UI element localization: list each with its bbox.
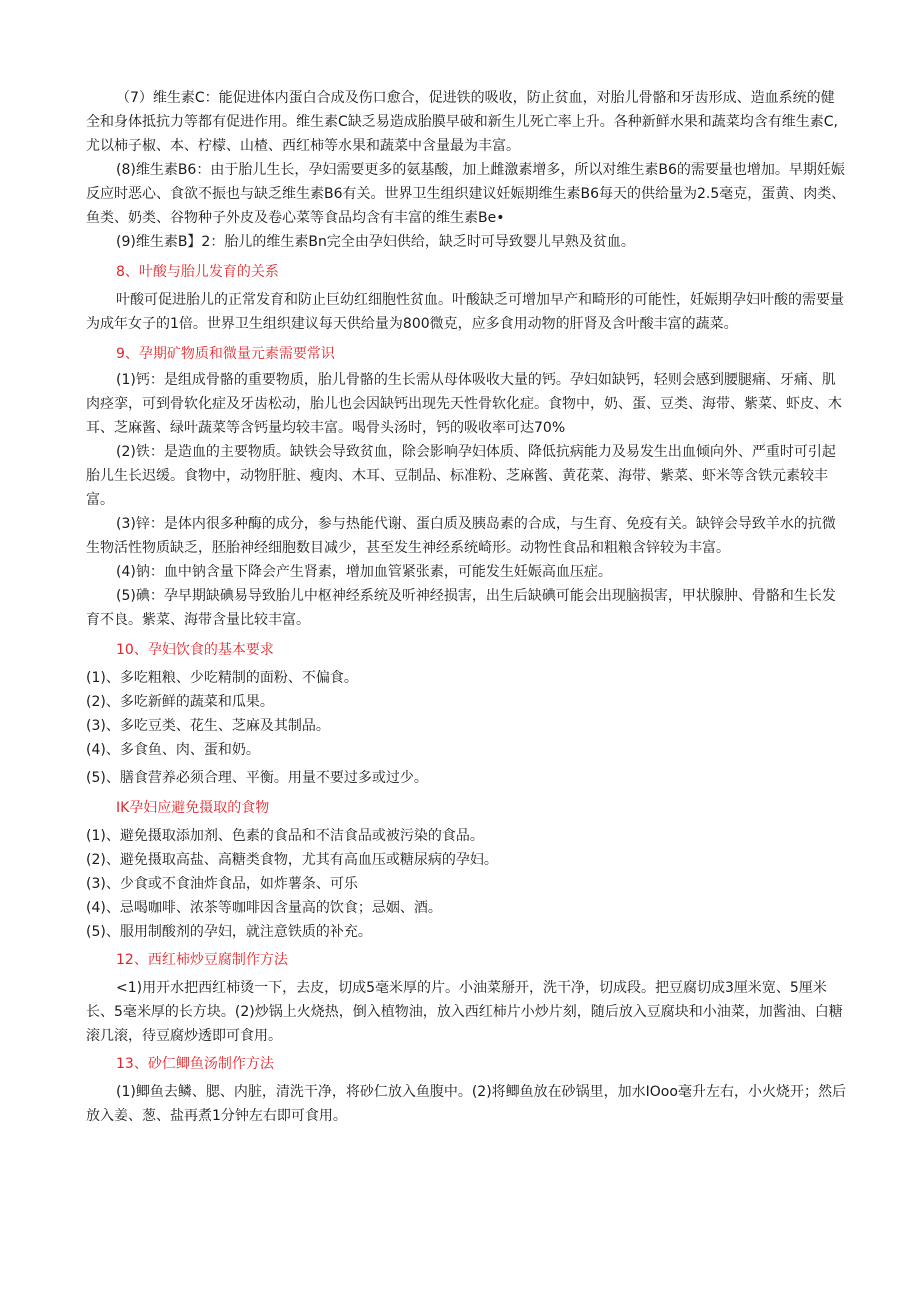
avoid-food-item: (5)、服用制酸剂的孕妇，就注意铁质的补充。 bbox=[86, 924, 372, 940]
mineral-calcium-paragraph: (1)钙：是组成骨骼的重要物质，胎儿骨骼的生长需从母体吸收大量的钙。孕妇如缺钙，轻则会感到腰腿痛、牙痛、肌肉痉挛，可到骨软化症及牙齿松动，胎儿也会因缺钙出现先天性骨软化症。食物中，奶、蛋、豆类、海带、紫菜、虾皮、木耳、芝麻酱、绿叶蔬菜等含钙量均较丰富。喝骨头汤时，钙的吸收率可达70% bbox=[86, 372, 842, 436]
mineral-iron-paragraph: (2)铁：是造血的主要物质。缺铁会导致贫血，除会影响孕妇体质、降低抗病能力及易发生出血倾向外、严重时可引起胎儿生长迟缓。食物中，动物肝脏、瘦肉、木耳、豆制品、标准粉、芝麻酱、黄花菜、海带、紫菜、虾米等含铁元素较丰富。 bbox=[86, 444, 836, 508]
section-13-body: (1)鲫鱼去鳞、腮、内脏，清洗干净，将砂仁放入鱼腹中。(2)将鲫鱼放在砂锅里，加水IOoo毫升左右，小火烧开；然后放入姜、葱、盐再煮1分钟左右即可食用。 bbox=[86, 1084, 846, 1124]
diet-requirement-item: (1)、多吃粗粮、少吃精制的面粉、不偏食。 bbox=[86, 670, 358, 686]
section-9-heading: 9、孕期矿物质和微量元素需要常识 bbox=[116, 346, 335, 362]
avoid-food-item: (2)、避免摄取高盐、高糖类食物，尤其有高血压或糖尿病的孕妇。 bbox=[86, 852, 498, 868]
vitamin-c-paragraph: （7）维生素C：能促进体内蛋白合成及伤口愈合，促进铁的吸收，防止贫血，对胎儿骨骼和牙齿形成、造血系统的健全和身体抵抗力等都有促进作用。维生素C缺乏易造成胎膜早破和新生儿死亡率上升。各种新鲜水果和蔬菜均含有维生素C,尤以柿子椒、本、柠檬、山楂、西红柿等水果和蔬菜中含量最为丰富。 bbox=[86, 90, 838, 154]
mineral-sodium-paragraph: (4)钠：血中钠含量下降会产生肾素，增加血管紧张素，可能发生妊娠高血压症。 bbox=[116, 564, 612, 580]
section-8-body: 叶酸可促进胎儿的正常发育和防止巨幼红细胞性贫血。叶酸缺乏可增加早产和畸形的可能性，妊娠期孕妇叶酸的需要量为成年女子的1倍。世界卫生组织建议每天供给量为800微克，应多食用动物的肝肾及含叶酸丰富的蔬菜。 bbox=[86, 292, 844, 332]
vitamin-b12-paragraph: (9)维生素B】2：胎儿的维生素Bn完全由孕妇供给，缺乏时可导致婴儿早熟及贫血。 bbox=[116, 234, 635, 250]
vitamin-b6-paragraph: (8)维生素B6：由于胎儿生长，孕妇需要更多的氨基酸，加上雌激素增多，所以对维生素B6的需要量也增加。早期妊娠反应时恶心、食欲不振也与缺乏维生素B6有关。世界卫生组织建议妊娠期维生素B6每天的供给量为2.5毫克，蛋黄、肉类、鱼类、奶类、谷物种子外皮及卷心菜等食品均含有丰富的维生素Be• bbox=[86, 162, 846, 226]
section-8-heading: 8、叶酸与胎儿发育的关系 bbox=[116, 264, 279, 280]
section-13-heading: 13、砂仁鲫鱼汤制作方法 bbox=[116, 1056, 274, 1072]
avoid-food-item: (3)、少食或不食油炸食品，如炸薯条、可乐 bbox=[86, 876, 358, 892]
section-12-body: <1)用开水把西红柿烫一下，去皮，切成5毫米厚的片。小油菜掰开，洗干净，切成段。把豆腐切成3厘米宽、5厘米长、5毫米厚的长方块。(2)炒锅上火烧热，倒入植物油，放入西红柿片小炒片刻，随后放入豆腐块和小油菜，加酱油、白糖滚几滚，待豆腐炒透即可食用。 bbox=[86, 980, 843, 1044]
diet-requirement-item: (4)、多食鱼、肉、蛋和奶。 bbox=[86, 742, 260, 758]
section-11-heading: IK孕妇应避免摄取的食物 bbox=[116, 800, 270, 816]
mineral-zinc-paragraph: (3)锌：是体内很多种酶的成分，参与热能代谢、蛋白质及胰岛素的合成，与生育、免疫有关。缺锌会导致羊水的抗微生物活性物质缺乏，胚胎神经细胞数目减少，甚至发生神经系统崎形。动物性食品和粗粮含锌较为丰富。 bbox=[86, 516, 836, 556]
mineral-iodine-paragraph: (5)碘：孕早期缺碘易导致胎儿中枢神经系统及听神经损害，出生后缺碘可能会出现脑损害，甲状腺肿、骨骼和生长发育不良。紫菜、海带含量比较丰富。 bbox=[86, 588, 836, 628]
diet-requirement-item: (5)、膳食营养必须合理、平衡。用量不要过多或过少。 bbox=[86, 770, 428, 786]
document-page bbox=[86, 86, 846, 1128]
section-12-heading: 12、西红柿炒豆腐制作方法 bbox=[116, 952, 288, 968]
avoid-food-item: (1)、避免摄取添加剂、色素的食品和不洁食品或被污染的食品。 bbox=[86, 828, 484, 844]
diet-requirement-item: (3)、多吃豆类、花生、芝麻及其制品。 bbox=[86, 718, 330, 734]
diet-requirement-item: (2)、多吃新鲜的蔬菜和瓜果。 bbox=[86, 694, 274, 710]
section-10-heading: 10、孕妇饮食的基本要求 bbox=[116, 642, 274, 658]
avoid-food-item: (4)、忌喝咖啡、浓茶等咖啡因含量高的饮食；忌姻、酒。 bbox=[86, 900, 442, 916]
